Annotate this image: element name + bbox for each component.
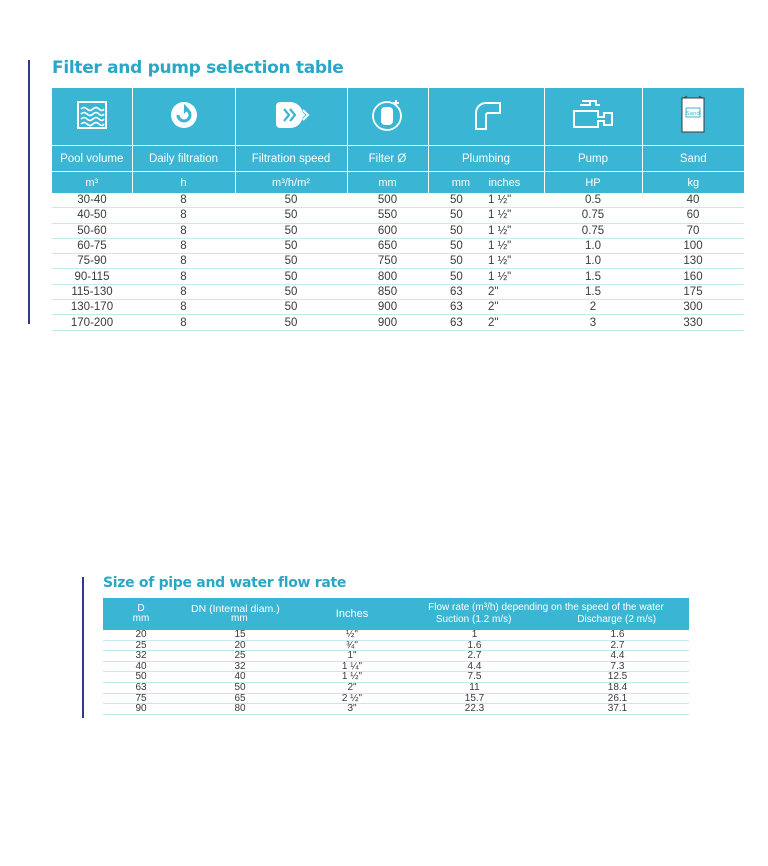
section1-accent-bar [28,60,30,324]
cell-plumbing [428,208,544,223]
cell-discharge: 37.1 [546,704,689,715]
cell-filtration-speed: 50 [235,300,347,315]
cell-filter-diameter: 900 [347,315,428,330]
cell-inches: 2" [301,682,403,693]
cell-sand: 160 [642,269,744,284]
cell-pool-volume: 75-90 [52,254,132,269]
cell-plumbing [428,269,544,284]
cell-filter-diameter: 800 [347,269,428,284]
table-row [103,640,689,651]
cell-pool-volume: 130-170 [52,300,132,315]
table-row [52,284,744,299]
cell-discharge: 4.4 [546,651,689,662]
table-row [103,651,689,662]
cell-daily-filtration: 8 [132,315,235,330]
cell-d: 32 [103,651,179,662]
cell-plumbing-inches: 1 ½" [488,209,512,222]
header-flow-rate-label: Flow rate (m³/h) depending on the speed of the water [428,602,664,613]
cell-filter-diameter: 750 [347,254,428,269]
cell-daily-filtration: 8 [132,269,235,284]
cell-daily-filtration: 8 [132,300,235,315]
cell-daily-filtration: 8 [132,238,235,253]
table-row [103,693,689,704]
cell-daily-filtration: 8 [132,254,235,269]
cell-sand: 100 [642,238,744,253]
cycle-refresh-icon [132,88,235,146]
cell-dn: 40 [179,672,301,683]
cell-pump: 1.0 [544,238,642,253]
table-row [103,704,689,715]
cell-plumbing-mm: 50 [450,270,463,283]
cell-plumbing [428,300,544,315]
cell-plumbing-inches: 2" [488,316,499,329]
cell-d: 20 [103,630,179,640]
cell-pool-volume: 30-40 [52,193,132,208]
cell-sand: 300 [642,300,744,315]
cell-suction: 1.6 [403,640,546,651]
cell-inches: 1 ¼" [301,661,403,672]
unit-pool-volume: m³ [52,172,132,194]
cell-pool-volume: 170-200 [52,315,132,330]
sand-bag-icon [642,88,744,146]
cell-dn: 80 [179,704,301,715]
filtration-speed-icon [235,88,347,146]
cell-plumbing-mm: 50 [450,240,463,253]
cell-plumbing [428,284,544,299]
cell-pool-volume: 90-115 [52,269,132,284]
cell-plumbing-inches: 1 ½" [488,255,512,268]
header-dn-label: DN (Internal diam.) [191,603,280,615]
pipe-flow-rate-table [103,598,689,715]
cell-discharge: 12.5 [546,672,689,683]
cell-pump: 0.75 [544,208,642,223]
cell-pump: 0.5 [544,193,642,208]
cell-d: 75 [103,693,179,704]
table-row [103,672,689,683]
cell-sand: 175 [642,284,744,299]
cell-plumbing [428,315,544,330]
cell-filter-diameter: 650 [347,238,428,253]
cell-d: 40 [103,661,179,672]
header-discharge: Discharge (2 m/s) [577,614,657,625]
cell-discharge: 2.7 [546,640,689,651]
header-filter-diameter: Filter Ø [347,146,428,172]
cell-d: 25 [103,640,179,651]
cell-filter-diameter: 600 [347,223,428,238]
cell-inches: 2 ½" [301,693,403,704]
cell-daily-filtration: 8 [132,223,235,238]
cell-pump: 2 [544,300,642,315]
cell-pool-volume: 50-60 [52,223,132,238]
filter-tank-icon [347,88,428,146]
cell-daily-filtration: 8 [132,193,235,208]
cell-filter-diameter: 500 [347,193,428,208]
cell-inches: 1" [301,651,403,662]
filter-pump-selection-table [52,88,744,331]
cell-discharge: 1.6 [546,630,689,640]
cell-plumbing [428,254,544,269]
cell-pump: 0.75 [544,223,642,238]
section1-title: Filter and pump selection table [52,58,344,78]
cell-inches: ¾" [301,640,403,651]
cell-dn: 32 [179,661,301,672]
cell-sand: 60 [642,208,744,223]
cell-plumbing-inches: 1 ½" [488,194,512,207]
header-dn-unit: mm [231,613,248,624]
cell-filtration-speed: 50 [235,208,347,223]
unit-filtration-speed: m³/h/m² [235,172,347,194]
cell-plumbing-mm: 63 [450,301,463,314]
cell-suction: 11 [403,682,546,693]
cell-plumbing [428,193,544,208]
cell-discharge: 26.1 [546,693,689,704]
header-dn [179,598,301,630]
unit-pump: HP [544,172,642,194]
table-row [52,193,744,208]
table-row [52,300,744,315]
table-row [103,682,689,693]
header-inches: Inches [301,598,403,630]
cell-plumbing-mm: 50 [450,224,463,237]
cell-filtration-speed: 50 [235,238,347,253]
cell-pump: 1.5 [544,269,642,284]
unit-daily-filtration: h [132,172,235,194]
cell-inches: 3" [301,704,403,715]
cell-filter-diameter: 900 [347,300,428,315]
pump-icon [544,88,642,146]
cell-filtration-speed: 50 [235,315,347,330]
header-filtration-speed: Filtration speed [235,146,347,172]
cell-plumbing-mm: 50 [450,209,463,222]
header-daily-filtration: Daily filtration [132,146,235,172]
cell-pool-volume: 40-50 [52,208,132,223]
unit-plumbing [428,172,544,194]
cell-discharge: 7.3 [546,661,689,672]
header-plumbing: Plumbing [428,146,544,172]
cell-dn: 20 [179,640,301,651]
pool-water-icon [52,88,132,146]
cell-discharge: 18.4 [546,682,689,693]
cell-suction: 22.3 [403,704,546,715]
cell-pump: 1.0 [544,254,642,269]
cell-plumbing [428,223,544,238]
cell-sand: 130 [642,254,744,269]
unit-sand: kg [642,172,744,194]
cell-plumbing-inches: 2" [488,301,499,314]
cell-filtration-speed: 50 [235,223,347,238]
header-pool-volume: Pool volume [52,146,132,172]
header-pump: Pump [544,146,642,172]
section2-title: Size of pipe and water flow rate [103,575,347,591]
header-sand: Sand [642,146,744,172]
table-row [103,661,689,672]
header-d-label: D [137,603,145,614]
cell-filter-diameter: 550 [347,208,428,223]
cell-dn: 15 [179,630,301,640]
header-d-unit: mm [132,613,150,624]
cell-daily-filtration: 8 [132,208,235,223]
cell-pool-volume: 115-130 [52,284,132,299]
table-row [52,208,744,223]
sand-bag-label: Sand [686,111,701,117]
header-suction: Suction (1.2 m/s) [435,614,512,625]
cell-plumbing-inches: 1 ½" [488,240,512,253]
cell-plumbing-mm: 63 [450,316,463,329]
cell-suction: 1 [403,630,546,640]
table-row [52,269,744,284]
cell-suction: 7.5 [403,672,546,683]
unit-plumbing-inches: inches [488,176,521,189]
unit-filter-diameter: mm [347,172,428,194]
table-row [52,223,744,238]
cell-pump: 3 [544,315,642,330]
cell-sand: 40 [642,193,744,208]
unit-plumbing-mm: mm [451,176,471,189]
cell-suction: 15.7 [403,693,546,704]
table-row [103,630,689,640]
cell-plumbing-inches: 1 ½" [488,224,512,237]
cell-filtration-speed: 50 [235,254,347,269]
cell-dn: 50 [179,682,301,693]
cell-dn: 25 [179,651,301,662]
cell-plumbing-inches: 1 ½" [488,270,512,283]
header-flow-rate [403,598,689,630]
cell-filtration-speed: 50 [235,193,347,208]
cell-plumbing [428,238,544,253]
cell-plumbing-inches: 2" [488,285,499,298]
cell-inches: ½" [301,630,403,640]
cell-suction: 2.7 [403,651,546,662]
section2-accent-bar [82,577,84,718]
cell-plumbing-mm: 50 [450,255,463,268]
cell-filtration-speed: 50 [235,284,347,299]
cell-pool-volume: 60-75 [52,238,132,253]
elbow-pipe-icon [428,88,544,146]
cell-d: 63 [103,682,179,693]
cell-plumbing-mm: 50 [450,194,463,207]
table-row [52,315,744,330]
table-row [52,238,744,253]
cell-suction: 4.4 [403,661,546,672]
table-row [52,254,744,269]
cell-sand: 70 [642,223,744,238]
cell-filter-diameter: 850 [347,284,428,299]
cell-dn: 65 [179,693,301,704]
cell-daily-filtration: 8 [132,284,235,299]
cell-d: 90 [103,704,179,715]
cell-inches: 1 ½" [301,672,403,683]
cell-filtration-speed: 50 [235,269,347,284]
cell-pump: 1.5 [544,284,642,299]
header-d [103,598,179,630]
cell-d: 50 [103,672,179,683]
cell-sand: 330 [642,315,744,330]
cell-plumbing-mm: 63 [450,285,463,298]
